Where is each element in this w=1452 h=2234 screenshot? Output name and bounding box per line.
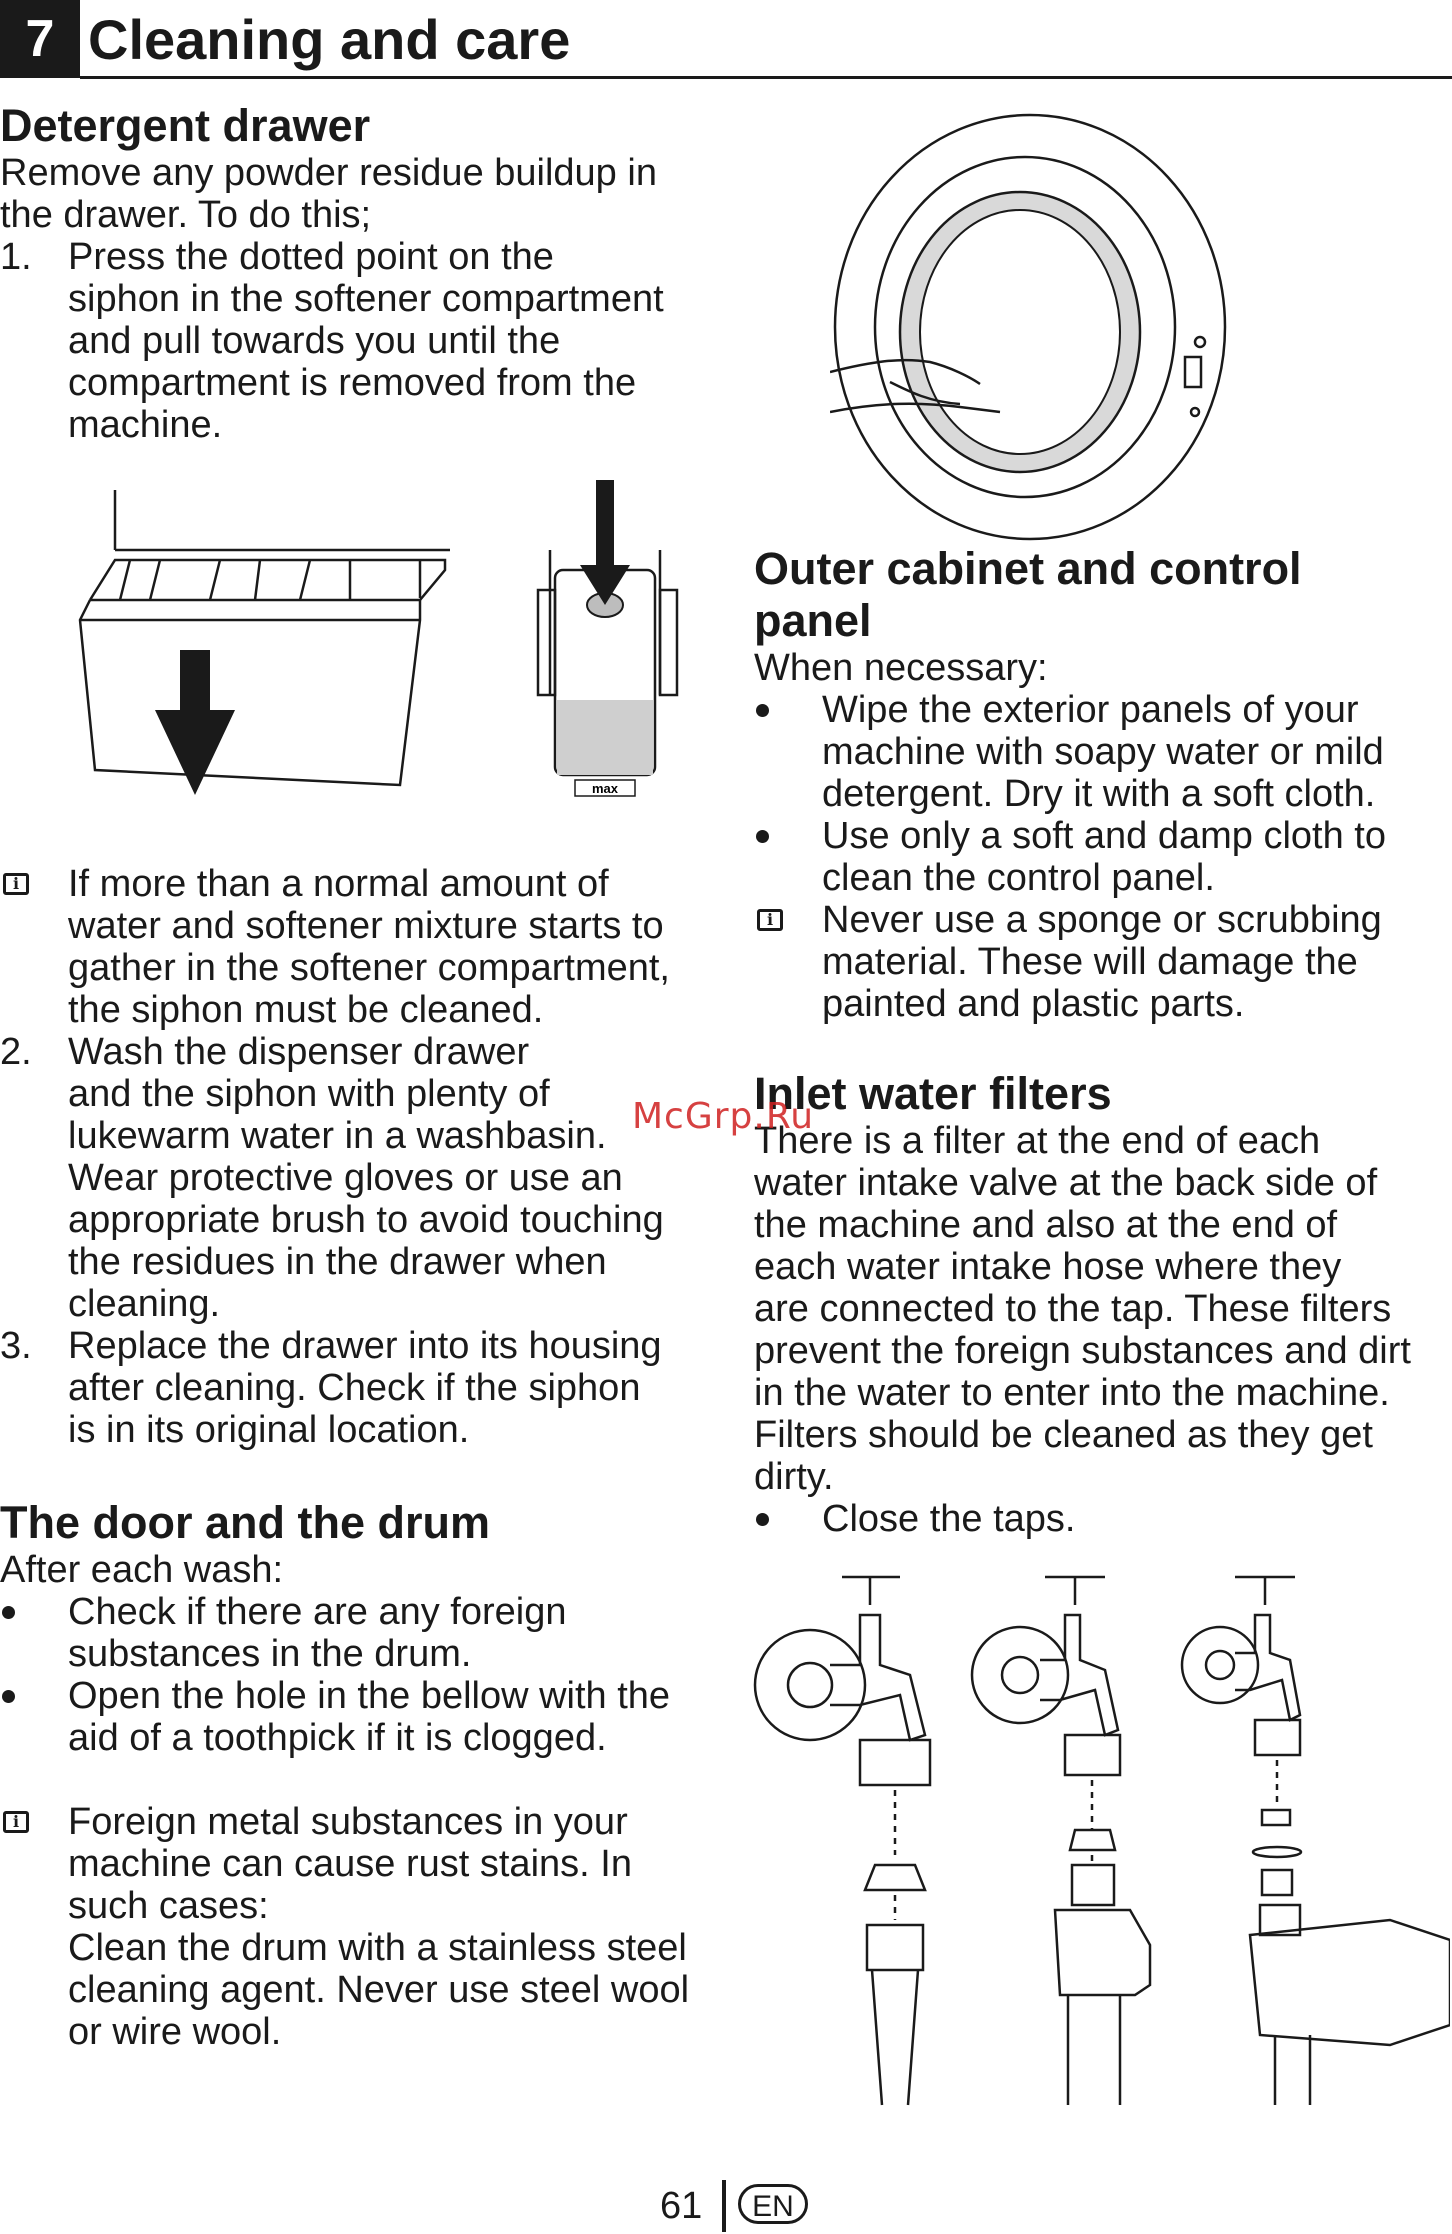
chapter-divider (80, 76, 1452, 79)
bullet-text: Check if there are any foreign substances in the drum. (68, 1591, 567, 1675)
door-cleaning-illustration (830, 112, 1230, 542)
filters-heading: Inlet water filters (754, 1068, 1112, 1119)
cabinet-section (754, 543, 1452, 1025)
info-icon: i (757, 909, 783, 931)
siphon-drawing (538, 480, 677, 796)
tap-2 (972, 1577, 1150, 2105)
bullet-dot (2, 1690, 15, 1703)
step-number: 3. (0, 1325, 32, 1367)
chapter-number: 7 (0, 0, 80, 78)
chapter-title: Cleaning and care (88, 8, 571, 71)
max-label: max (591, 781, 619, 796)
filters-bullet-1 (754, 1498, 1452, 1540)
bullet-text: Close the taps. (822, 1498, 1076, 1540)
detergent-note (0, 863, 700, 1031)
taps-filters-illustration (750, 1565, 1450, 2120)
step-text: Wash the dispenser drawer and the siphon with plenty of lukewarm water in a washbasin. Wear protective gloves or use an appropriate brush to avoid touching the residues in the drawer when cleaning. (68, 1031, 664, 1325)
bullet-text: Use only a soft and damp cloth to clean the control panel. (822, 815, 1386, 899)
cabinet-bullet-1 (754, 689, 1452, 815)
page-footer (0, 2180, 1452, 2230)
detergent-step-3 (0, 1325, 700, 1451)
detergent-step-1 (0, 236, 700, 446)
info-icon: i (3, 1811, 29, 1833)
step-number: 2. (0, 1031, 32, 1073)
cabinet-intro: When necessary: (754, 647, 1048, 689)
detergent-intro: Remove any powder residue buildup in the drawer. To do this; (0, 152, 657, 236)
detergent-heading: Detergent drawer (0, 100, 371, 151)
info-icon: i (3, 873, 29, 895)
filters-section (754, 1068, 1452, 1540)
watermark: McGrp.Ru (632, 1096, 815, 1137)
footer-divider (722, 2180, 726, 2232)
cabinet-note (754, 899, 1452, 1025)
drawer-removal-illustration (60, 470, 680, 810)
bullet-dot (756, 1513, 769, 1526)
language-badge: EN (738, 2184, 808, 2224)
bullet-text: Wipe the exterior panels of your machine with soapy water or mild detergent. Dry it with a soft cloth. (822, 689, 1384, 815)
cabinet-bullet-2 (754, 815, 1452, 899)
tap-3 (1182, 1577, 1450, 2105)
door-intro: After each wash: (0, 1549, 284, 1591)
note-text: If more than a normal amount of water and softener mixture starts to gather in the softener compartment, the siphon must be cleaned. (68, 863, 670, 1031)
bullet-dot (2, 1606, 15, 1619)
bullet-text: Open the hole in the bellow with the aid of a toothpick if it is clogged. (68, 1675, 671, 1759)
note-text: Foreign metal substances in your machine can cause rust stains. In such cases: Clean the drum with a stainless steel cleaning agent. Never use steel wool or wire wool. (68, 1801, 690, 2053)
step-text: Press the dotted point on the siphon in the softener compartment and pull towards you until the compartment is removed from the machine. (68, 236, 664, 446)
cabinet-heading: Outer cabinet and control panel (754, 543, 1302, 646)
door-heading: The door and the drum (0, 1497, 490, 1548)
door-bullet-2 (0, 1675, 700, 1759)
bullet-dot (756, 830, 769, 843)
step-number: 1. (0, 236, 32, 278)
step-text: Replace the drawer into its housing after cleaning. Check if the siphon is in its original location. (68, 1325, 662, 1451)
detergent-section-continued (0, 863, 700, 1451)
door-section (0, 1497, 700, 2053)
door-note (0, 1801, 700, 2053)
note-text: Never use a sponge or scrubbing material. These will damage the painted and plastic parts. (822, 899, 1382, 1025)
detergent-step-2 (0, 1031, 700, 1325)
bullet-dot (756, 704, 769, 717)
door-bullet-1 (0, 1591, 700, 1675)
page-number: 61 (660, 2185, 703, 2227)
detergent-section (0, 100, 700, 446)
tap-1 (755, 1577, 930, 2105)
filters-body: There is a filter at the end of each water intake valve at the back side of the machine and also at the end of each water intake hose where they are connected to the tap. These filters prevent the foreign substances and dirt in the water to enter into the machine. Filters should be cleaned as they get dirty. (754, 1120, 1411, 1498)
drawer-drawing (80, 490, 450, 785)
